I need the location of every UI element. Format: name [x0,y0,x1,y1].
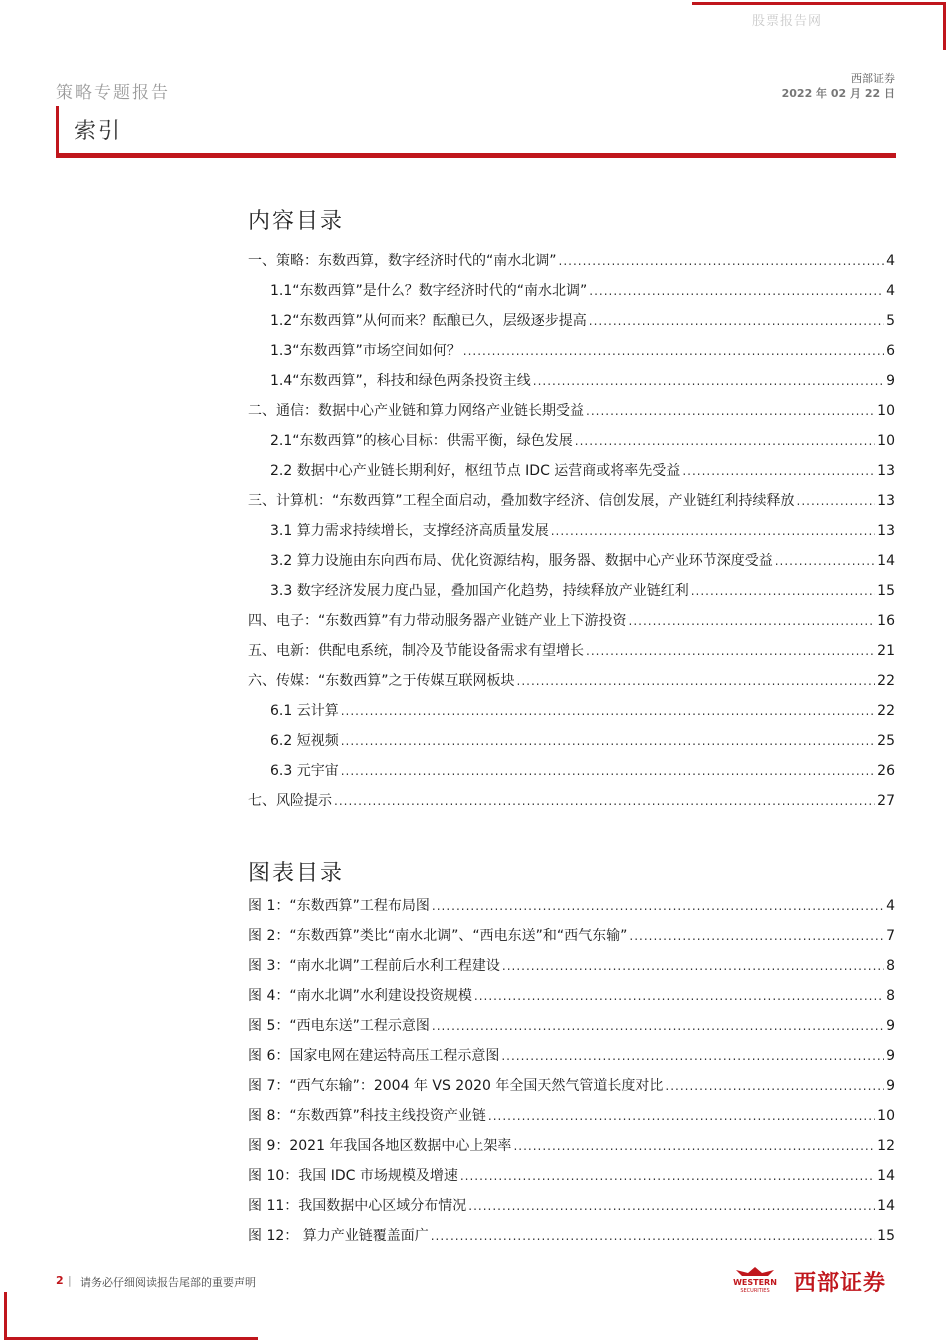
report-type: 策略专题报告 [56,83,170,103]
section-title: 索引 [74,119,123,144]
toc-entry[interactable] [248,460,895,490]
toc-entry[interactable] [248,430,895,460]
toc-dot-leader [502,959,884,973]
contents-list [248,250,895,820]
toc-entry-label: 图 2：“东数西算”类比“南水北调”、“西电东送”和“西气东输” [248,928,628,944]
title-accent-bar [56,106,59,158]
toc-entry-page: 25 [877,733,895,749]
logo-en-sub-text: SECURITIES [740,1288,770,1294]
toc-dot-leader [589,284,884,298]
toc-entry-label: 1.2“东数西算”从何而来？酝酿已久，层级逐步提高 [270,313,587,329]
watermark: 股票报告网 [752,14,823,29]
toc-dot-leader [797,494,876,508]
toc-entry-label: 6.1 云计算 [270,703,339,719]
toc-entry-page: 22 [877,703,895,719]
toc-entry-page: 9 [886,1078,895,1094]
toc-entry-label: 二、通信：数据中心产业链和算力网络产业链长期受益 [248,403,584,419]
toc-entry-page: 9 [886,373,895,389]
toc-entry[interactable] [248,985,895,1015]
toc-dot-leader [533,374,884,388]
toc-entry[interactable] [248,490,895,520]
toc-entry[interactable] [248,310,895,340]
toc-entry-label: 3.3 数字经济发展力度凸显，叠加国产化趋势，持续释放产业链红利 [270,583,689,599]
toc-entry[interactable] [248,895,895,925]
toc-entry-label: 2.2 数据中心产业链长期利好，枢纽节点 IDC 运营商或将率先受益 [270,463,681,479]
toc-entry-label: 六、传媒：“东数西算”之于传媒互联网板块 [248,673,515,689]
toc-entry-page: 14 [877,553,895,569]
toc-dot-leader [682,464,875,478]
toc-dot-leader [431,1229,875,1243]
toc-entry[interactable] [248,700,895,730]
toc-entry[interactable] [248,520,895,550]
toc-entry-page: 4 [886,898,895,914]
toc-entry-page: 22 [877,673,895,689]
toc-entry[interactable] [248,1165,895,1195]
toc-entry-label: 七、风险提示 [248,793,332,809]
toc-dot-leader [460,1169,875,1183]
toc-dot-leader [501,1049,884,1063]
toc-dot-leader [775,554,875,568]
toc-entry-page: 16 [877,613,895,629]
footer-page-number: 2 [56,1274,64,1287]
toc-entry-label: 四、电子：“东数西算”有力带动服务器产业链产业上下游投资 [248,613,627,629]
toc-entry-label: 图 4：“南水北调”水利建设投资规模 [248,988,472,1004]
toc-entry-page: 13 [877,523,895,539]
toc-dot-leader [432,899,884,913]
toc-entry[interactable] [248,670,895,700]
toc-entry-page: 9 [886,1018,895,1034]
toc-entry[interactable] [248,610,895,640]
toc-entry[interactable] [248,925,895,955]
toc-entry[interactable] [248,790,895,820]
corner-line-bottom-left [4,1337,258,1340]
toc-dot-leader [559,254,885,268]
corner-line-top-right-vertical [943,2,946,50]
toc-entry-label: 五、电新：供配电系统，制冷及节能设备需求有望增长 [248,643,584,659]
toc-entry-page: 10 [877,433,895,449]
contents-heading: 内容目录 [248,209,345,234]
toc-entry[interactable] [248,340,895,370]
toc-entry-label: 图 3：“南水北调”工程前后水利工程建设 [248,958,500,974]
toc-entry-label: 6.2 短视频 [270,733,339,749]
toc-entry[interactable] [248,760,895,790]
toc-entry-page: 21 [877,643,895,659]
toc-entry-label: 一、策略：东数西算，数字经济时代的“南水北调” [248,253,557,269]
toc-entry-label: 3.1 算力需求持续增长，支撑经济高质量发展 [270,523,549,539]
toc-entry-page: 8 [886,958,895,974]
toc-entry-label: 1.4“东数西算”，科技和绿色两条投资主线 [270,373,531,389]
toc-entry[interactable] [248,580,895,610]
toc-entry-label: 图 9：2021 年我国各地区数据中心上架率 [248,1138,512,1154]
toc-dot-leader [341,704,875,718]
toc-entry-page: 10 [877,403,895,419]
toc-entry-label: 图 5：“西电东送”工程示意图 [248,1018,430,1034]
corner-line-bottom-left-vertical [4,1292,7,1340]
toc-dot-leader [629,614,876,628]
toc-entry-page: 5 [886,313,895,329]
toc-entry[interactable] [248,640,895,670]
toc-entry[interactable] [248,1195,895,1225]
western-logo-icon [726,1264,784,1294]
toc-entry-page: 4 [886,253,895,269]
toc-entry-label: 图 12： 算力产业链覆盖面广 [248,1228,429,1244]
toc-dot-leader [341,764,875,778]
toc-dot-leader [474,989,884,1003]
footer-disclaimer: 请务必仔细阅读报告尾部的重要声明 [80,1276,256,1289]
toc-entry[interactable] [248,1105,895,1135]
toc-entry-page: 15 [877,1228,895,1244]
toc-entry-page: 14 [877,1198,895,1214]
toc-entry-page: 27 [877,793,895,809]
toc-entry-page: 10 [877,1108,895,1124]
toc-entry[interactable] [248,400,895,430]
toc-entry-label: 图 6：国家电网在建运特高压工程示意图 [248,1048,500,1064]
toc-dot-leader [341,734,875,748]
toc-entry[interactable] [248,955,895,985]
toc-entry[interactable] [248,1075,895,1105]
toc-entry-label: 图 11：我国数据中心区域分布情况 [248,1198,467,1214]
toc-dot-leader [334,794,875,808]
toc-entry-label: 6.3 元宇宙 [270,763,339,779]
toc-entry-page: 7 [886,928,895,944]
toc-entry-page: 15 [877,583,895,599]
toc-dot-leader [589,314,884,328]
toc-entry-label: 图 8：“东数西算”科技主线投资产业链 [248,1108,486,1124]
logo-en-text: WESTERN [733,1278,777,1287]
toc-dot-leader [463,344,884,358]
toc-entry[interactable] [248,730,895,760]
toc-entry-label: 图 7：“西气东输”：2004 年 VS 2020 年全国天然气管道长度对比 [248,1078,664,1094]
toc-entry[interactable] [248,370,895,400]
toc-dot-leader [691,584,875,598]
toc-entry-page: 9 [886,1048,895,1064]
toc-entry[interactable] [248,1015,895,1045]
toc-entry-page: 6 [886,343,895,359]
figures-heading: 图表目录 [248,861,345,886]
toc-dot-leader [586,644,875,658]
toc-entry[interactable] [248,550,895,580]
logo-firm-name: 西部证券 [794,1271,887,1296]
toc-entry-label: 3.2 算力设施由东向西布局、优化资源结构，服务器、数据中心产业环节深度受益 [270,553,773,569]
toc-entry-page: 26 [877,763,895,779]
toc-entry-page: 13 [877,493,895,509]
toc-dot-leader [513,1139,875,1153]
toc-entry-page: 8 [886,988,895,1004]
toc-entry-label: 1.3“东数西算”市场空间如何？ [270,343,461,359]
footer-separator: | [68,1274,72,1287]
toc-dot-leader [586,404,875,418]
title-divider [56,153,896,158]
toc-entry-label: 图 10：我国 IDC 市场规模及增速 [248,1168,458,1184]
toc-dot-leader [551,524,875,538]
toc-dot-leader [517,674,876,688]
toc-entry-page: 4 [886,283,895,299]
toc-entry-page: 12 [877,1138,895,1154]
toc-entry-label: 图 1：“东数西算”工程布局图 [248,898,430,914]
toc-dot-leader [488,1109,875,1123]
toc-entry[interactable] [248,1225,895,1255]
toc-dot-leader [432,1019,884,1033]
toc-entry-page: 13 [877,463,895,479]
toc-entry[interactable] [248,280,895,310]
toc-entry[interactable] [248,1045,895,1075]
toc-entry-label: 1.1“东数西算”是什么？数字经济时代的“南水北调” [270,283,588,299]
toc-entry[interactable] [248,250,895,280]
corner-line-top-right [692,2,946,5]
firm-name: 西部证券 [851,72,895,85]
toc-entry-label: 2.1“东数西算”的核心目标：供需平衡，绿色发展 [270,433,573,449]
report-date: 2022 年 02 月 22 日 [781,87,895,100]
toc-entry[interactable] [248,1135,895,1165]
toc-dot-leader [629,929,884,943]
toc-dot-leader [468,1199,875,1213]
toc-entry-page: 14 [877,1168,895,1184]
toc-dot-leader [575,434,875,448]
figures-list [248,895,895,1255]
toc-dot-leader [665,1079,884,1093]
toc-entry-label: 三、计算机：“东数西算”工程全面启动，叠加数字经济、信创发展，产业链红利持续释放 [248,493,795,509]
